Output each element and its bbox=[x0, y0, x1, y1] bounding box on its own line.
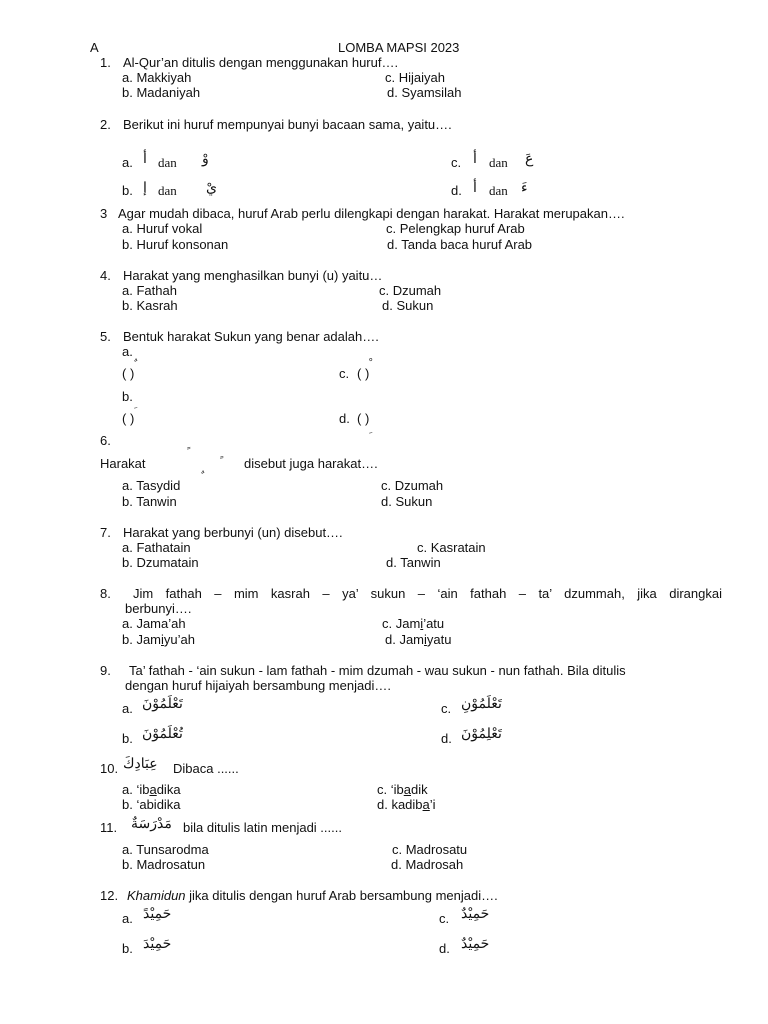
q6-suffix: disebut juga harakat…. bbox=[244, 456, 378, 471]
q1-option-b: b. Madaniyah bbox=[122, 85, 201, 100]
q10-option-d: d. kadiba’i bbox=[377, 797, 436, 812]
q10-option-a: a. ‘ibadika bbox=[122, 782, 181, 797]
q10-number: 10. bbox=[100, 761, 119, 776]
q4-text: Harakat yang menghasilkan bunyi (u) yaitu… bbox=[123, 268, 383, 283]
q2-number: 2. bbox=[100, 117, 111, 132]
q6-option-c: c. Dzumah bbox=[381, 478, 444, 493]
q1-text: Al-Qur’an ditulis dengan menggunakan huruf…. bbox=[123, 55, 399, 70]
q9-option-d-arabic: تَعْلِمُوْنَ bbox=[461, 726, 502, 742]
q10-text: Dibaca ...... bbox=[173, 761, 239, 776]
q2-option-b-dan: dan bbox=[158, 183, 177, 198]
q3-number: 3 bbox=[100, 206, 108, 221]
q5-number: 5. bbox=[100, 329, 111, 344]
q9-option-b-label: b. bbox=[122, 731, 133, 746]
q12-option-a-arabic: حَمِيْدً bbox=[143, 906, 172, 922]
q4-option-a: a. Fathah bbox=[122, 283, 177, 298]
q2-text: Berikut ini huruf mempunyai bunyi bacaan sama, yaitu…. bbox=[123, 117, 452, 132]
q12-option-b-label: b. bbox=[122, 941, 133, 956]
q12-text: Khamidun jika ditulis dengan huruf Arab bersambung menjadi…. bbox=[127, 888, 498, 903]
q7-option-b: b. Dzumatain bbox=[122, 555, 199, 570]
q11-text: bila ditulis latin menjadi ...... bbox=[183, 820, 342, 835]
q6-number: 6. bbox=[100, 433, 111, 448]
q2-option-a-label: a. bbox=[122, 155, 133, 170]
q11-option-a: a. Tunsarodma bbox=[122, 842, 209, 857]
q5-option-d-label: d. bbox=[339, 411, 350, 426]
q3-option-a: a. Huruf vokal bbox=[122, 221, 203, 236]
q11-option-d: d. Madrosah bbox=[391, 857, 464, 872]
q2-option-a-dan: dan bbox=[158, 155, 177, 170]
q9-text-continued: dengan huruf hijaiyah bersambung menjadi…. bbox=[125, 678, 391, 693]
q2-option-c-letter2: عَ bbox=[525, 151, 534, 167]
q6-option-a: a. Tasydid bbox=[122, 478, 181, 493]
q4-number: 4. bbox=[100, 268, 111, 283]
q6-prefix: Harakat bbox=[100, 456, 146, 471]
q2-option-a-letter1: أ bbox=[143, 151, 147, 167]
q1-number: 1. bbox=[100, 55, 111, 70]
q10-arabic-word: عِبَادِكَ bbox=[123, 756, 158, 772]
q8-option-b: b. Jamiyu’ah bbox=[122, 632, 195, 647]
q9-option-d-label: d. bbox=[441, 731, 452, 746]
q5-option-b-label: b. bbox=[122, 389, 133, 404]
q2-option-c-letter1: أ bbox=[473, 151, 477, 167]
q2-option-a-letter2: وْ bbox=[202, 151, 209, 167]
q8-text-continued: berbunyi…. bbox=[125, 601, 192, 616]
q8-option-d: d. Jamiyatu bbox=[385, 632, 452, 647]
q2-option-b-label: b. bbox=[122, 183, 133, 198]
q7-number: 7. bbox=[100, 525, 111, 540]
page-letter: A bbox=[90, 40, 99, 55]
q9-option-c-label: c. bbox=[441, 701, 452, 716]
q2-option-c-dan: dan bbox=[489, 155, 508, 170]
q11-option-b: b. Madrosatun bbox=[122, 857, 206, 872]
q10-option-b: b. ‘abidika bbox=[122, 797, 181, 812]
q3-option-c: c. Pelengkap huruf Arab bbox=[386, 221, 525, 236]
q7-option-a: a. Fathatain bbox=[122, 540, 191, 555]
q5-option-c-parens: ( ) bbox=[357, 366, 370, 381]
q2-option-d-letter1: أ bbox=[473, 180, 477, 196]
q8-option-c: c. Jami’atu bbox=[382, 616, 445, 631]
q9-text: Ta’ fathah - ‘ain sukun - lam fathah - mim dzumah - wau sukun - nun fathah. Bila ditulis bbox=[129, 663, 626, 678]
q12-option-a-label: a. bbox=[122, 911, 133, 926]
q7-option-d: d. Tanwin bbox=[386, 555, 441, 570]
q10-option-c: c. ‘ibadik bbox=[377, 782, 428, 797]
q2-option-d-label: d. bbox=[451, 183, 462, 198]
q5-option-d-parens: ( ) bbox=[357, 411, 370, 426]
q11-option-c: c. Madrosatu bbox=[392, 842, 468, 857]
q9-option-a-arabic: تَعْلَمُوْنَ bbox=[142, 696, 183, 712]
q2-option-d-letter2: ءَ bbox=[521, 180, 528, 196]
q9-option-b-arabic: تُعْلَمُوْنَ bbox=[142, 726, 183, 742]
q12-number: 12. bbox=[100, 888, 119, 903]
q1-option-c: c. Hijaiyah bbox=[385, 70, 445, 85]
q5-option-a-label: a. bbox=[122, 344, 133, 359]
q2-option-c-label: c. bbox=[451, 155, 462, 170]
q6-option-b: b. Tanwin bbox=[122, 494, 177, 509]
q7-text: Harakat yang berbunyi (un) disebut…. bbox=[123, 525, 343, 540]
q11-number: 11. bbox=[100, 820, 118, 835]
q3-option-b: b. Huruf konsonan bbox=[122, 237, 229, 252]
q9-option-a-label: a. bbox=[122, 701, 133, 716]
q9-option-c-arabic: تَعْلَمُوْنِ bbox=[461, 696, 502, 712]
q3-option-d: d. Tanda baca huruf Arab bbox=[387, 237, 533, 252]
q6-option-d: d. Sukun bbox=[381, 494, 433, 509]
q3-text: Agar mudah dibaca, huruf Arab perlu dilengkapi dengan harakat. Harakat merupakan…. bbox=[118, 206, 625, 221]
q5-option-b-parens: ( ) bbox=[122, 411, 135, 426]
q12-option-c-label: c. bbox=[439, 911, 450, 926]
q11-arabic-word: مَدْرَسَةٌ bbox=[131, 816, 172, 832]
page-title: LOMBA MAPSI 2023 bbox=[338, 40, 460, 55]
q1-option-a: a. Makkiyah bbox=[122, 70, 192, 85]
q4-option-b: b. Kasrah bbox=[122, 298, 178, 313]
q5-option-c-label: c. bbox=[339, 366, 350, 381]
q4-option-d: d. Sukun bbox=[382, 298, 434, 313]
q12-option-d-arabic: حَمِيْدٌ bbox=[461, 936, 490, 952]
q4-option-c: c. Dzumah bbox=[379, 283, 442, 298]
q5-option-a-parens: ( ) bbox=[122, 366, 135, 381]
q2-option-b-letter1: إ bbox=[143, 180, 147, 196]
q12-option-c-arabic: حَمِيْدٌ bbox=[461, 906, 490, 922]
q7-option-c: c. Kasratain bbox=[417, 540, 486, 555]
q8-text: Jim fathah – mim kasrah – ya’ sukun – ‘ain fathah – ta’ dzummah, jika dirangkai bbox=[133, 586, 722, 601]
q9-number: 9. bbox=[100, 663, 111, 678]
q12-option-d-label: d. bbox=[439, 941, 450, 956]
q1-option-d: d. Syamsilah bbox=[387, 85, 462, 100]
q2-option-d-dan: dan bbox=[489, 183, 508, 198]
q5-text: Bentuk harakat Sukun yang benar adalah…. bbox=[123, 329, 379, 344]
q12-option-b-arabic: حَمِيْدَ bbox=[143, 936, 172, 952]
q2-option-b-letter2: يْ bbox=[206, 180, 217, 196]
q8-number: 8. bbox=[100, 586, 111, 601]
q8-option-a: a. Jama’ah bbox=[122, 616, 186, 631]
